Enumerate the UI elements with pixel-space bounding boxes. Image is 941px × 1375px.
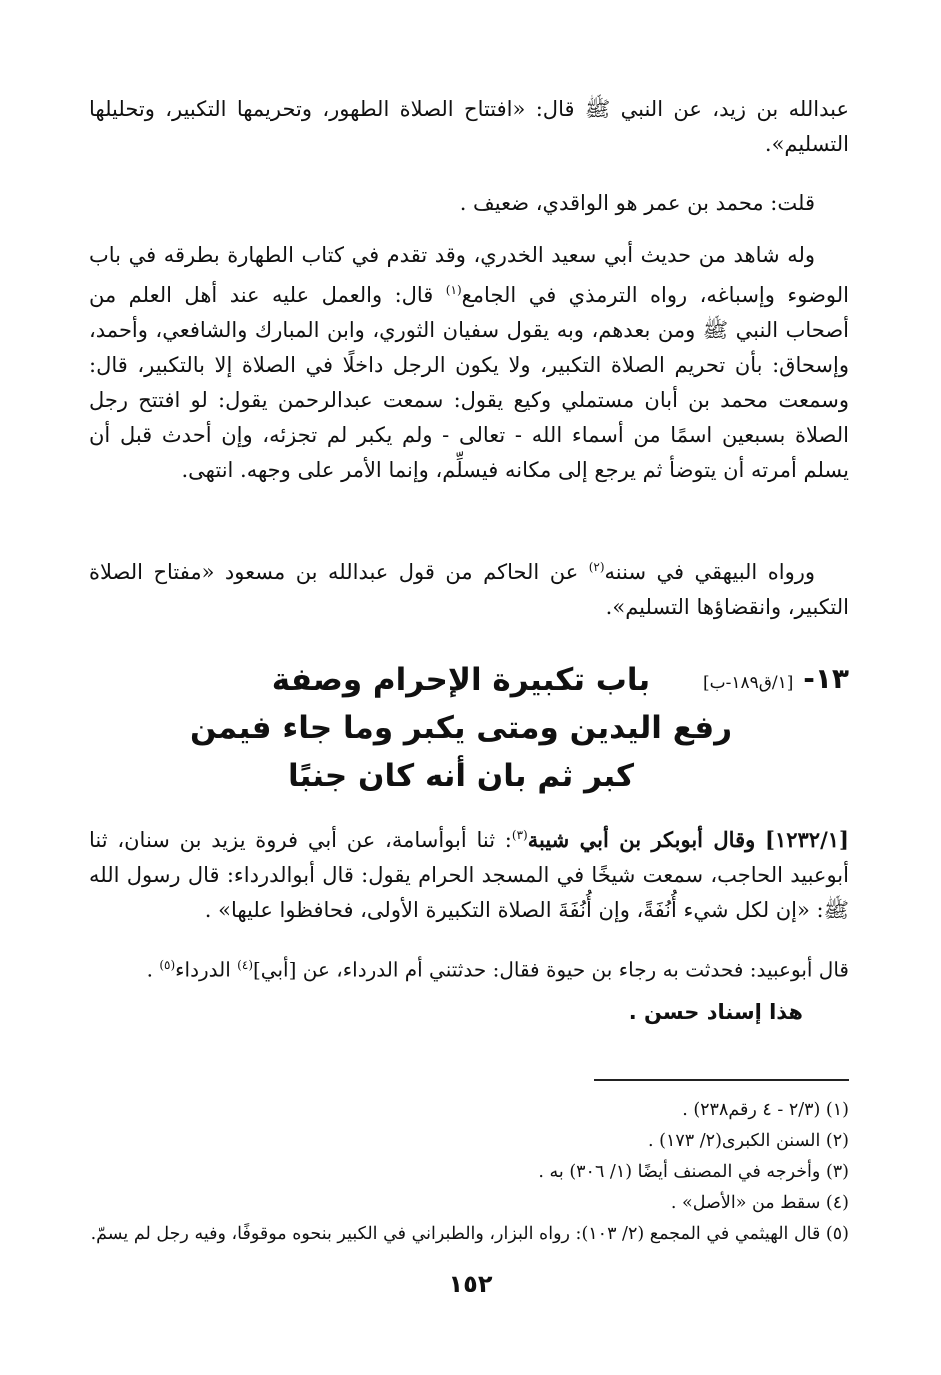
footnote-item: (٢) السنن الكبرى(٢/ ١٧٣) .: [648, 1131, 849, 1151]
footnote-divider: [594, 1079, 849, 1081]
text-run: : ثنا أبوأسامة، عن أبي فروة يزيد بن سنان، ثنا أبوعبيد الحاجب، سمعت شيخًا في المسجد الحرام يقول: قال أبوالدرداء: قال رسول الله ﷺ: «إن لكل شيء أُنُفَةً، وإن أُنُفَةَ الصلاة التكبيرة الأولى، فحافظوا عليها» .: [89, 828, 849, 922]
footnote-item: (٤) سقط من «الأصل» .: [670, 1193, 849, 1213]
chapter-title: [181, 656, 741, 800]
hadith-reference: [١٢٣٢/١]: [765, 827, 849, 852]
footnote-item: (٣) وأخرجه في المصنف أيضًا (١/ ٣٠٦) به .: [538, 1162, 849, 1182]
paragraph-text: [89, 238, 849, 488]
footnote-marker: (٥): [159, 958, 176, 972]
folio-reference: [١/ق١٨٩-ب]: [702, 673, 794, 693]
text-run: .: [146, 957, 160, 982]
text-run: قال: والعمل عليه عند أهل العلم من أصحاب النبي ﷺ ومن بعدهم، وبه يقول سفيان الثوري، وابن المبارك والشافعي، وأحمد، وإسحاق: بأن تحريم الصلاة التكبير، ولا يكون الرجل داخلًا في الصلاة إلا بالتكبير، قال: وسمعت محمد بن أبان مستملي وكيع يقول: سمعت عبدالرحمن يقول: لو افتتح رجل الصلاة بسبعين اسمًا من أسماء الله - تعالى - ولم يكبر لم تجزئه، وإن أحدث قبل أن يسلم أمرته أن يتوضأ ثم يرجع إلى مكانه فيسلِّم، وإنما الأمر على وجهه. انتهى.: [89, 283, 849, 482]
text-run: ورواه البيهقي في سننه: [604, 560, 815, 584]
footnote-marker: (١): [445, 283, 462, 297]
footnote-marker: (٤): [237, 958, 253, 972]
paragraph-text: قلت: محمد بن عمر هو الواقدي، ضعيف .: [459, 191, 815, 215]
paragraph-text: عبدالله بن زيد، عن النبي ﷺ قال: «افتتاح الصلاة الطهور، وتحريمها التكبير، وتحليلها التسليم».: [89, 97, 849, 156]
narrator-note: [89, 948, 849, 988]
text-run: وله شاهد من حديث أبي سعيد الخدري، وقد تقدم في كتاب الطهارة بطرقه في باب الوضوء وإسباغه، رواه الترمذي في الجامع: [89, 243, 849, 307]
chapter-number-text: ١٣-: [803, 662, 849, 695]
text-run: الدرداء: [175, 957, 238, 982]
note-text: [89, 948, 849, 988]
paragraph-text: [89, 550, 849, 625]
text-run: قال أبوعبيد: فحدثت به رجاء بن حيوة فقال: حدثتني أم الدرداء، عن [أبي]: [253, 957, 849, 982]
hadith-entry: [89, 818, 849, 928]
isnad-grading: هذا إسناد حسن .: [628, 1000, 803, 1024]
hadith-text: [89, 818, 849, 928]
footnote-item: (١) (٢/٣ - ٤ رقم٢٣٨) .: [682, 1100, 849, 1120]
paragraph-hadith-continuation: [89, 92, 849, 162]
page-number: ١٥٢: [448, 1270, 493, 1298]
footnote-marker: (٢): [588, 560, 605, 574]
chapter-title-line: باب تكبيرة الإحرام وصفة: [271, 662, 651, 698]
chapter-title-line: رفع اليدين ومتى يكبر وما جاء فيمن: [189, 710, 733, 746]
footnote-marker: (٣): [511, 828, 528, 842]
paragraph-comment: [89, 186, 849, 221]
chapter-title-line: كبر ثم بان أنه كان جنبًا: [287, 758, 635, 794]
paragraph-supporting-narration: [89, 238, 849, 488]
hadith-narrator: وقال أبوبكر بن أبي شيبة: [527, 827, 756, 852]
paragraph-bayhaqi: [89, 550, 849, 625]
footnotes: [89, 1095, 849, 1250]
footnote-item: (٥) قال الهيثمي في المجمع (٢/ ١٠٣): رواه البزار، والطبراني في الكبير بنحوه موقوفًا، وفيه رجل لم يسمّ.: [90, 1224, 849, 1244]
text-run: عن الحاكم من قول عبدالله بن مسعود «مفتاح الصلاة التكبير، وانقضاؤها التسليم».: [89, 560, 849, 619]
